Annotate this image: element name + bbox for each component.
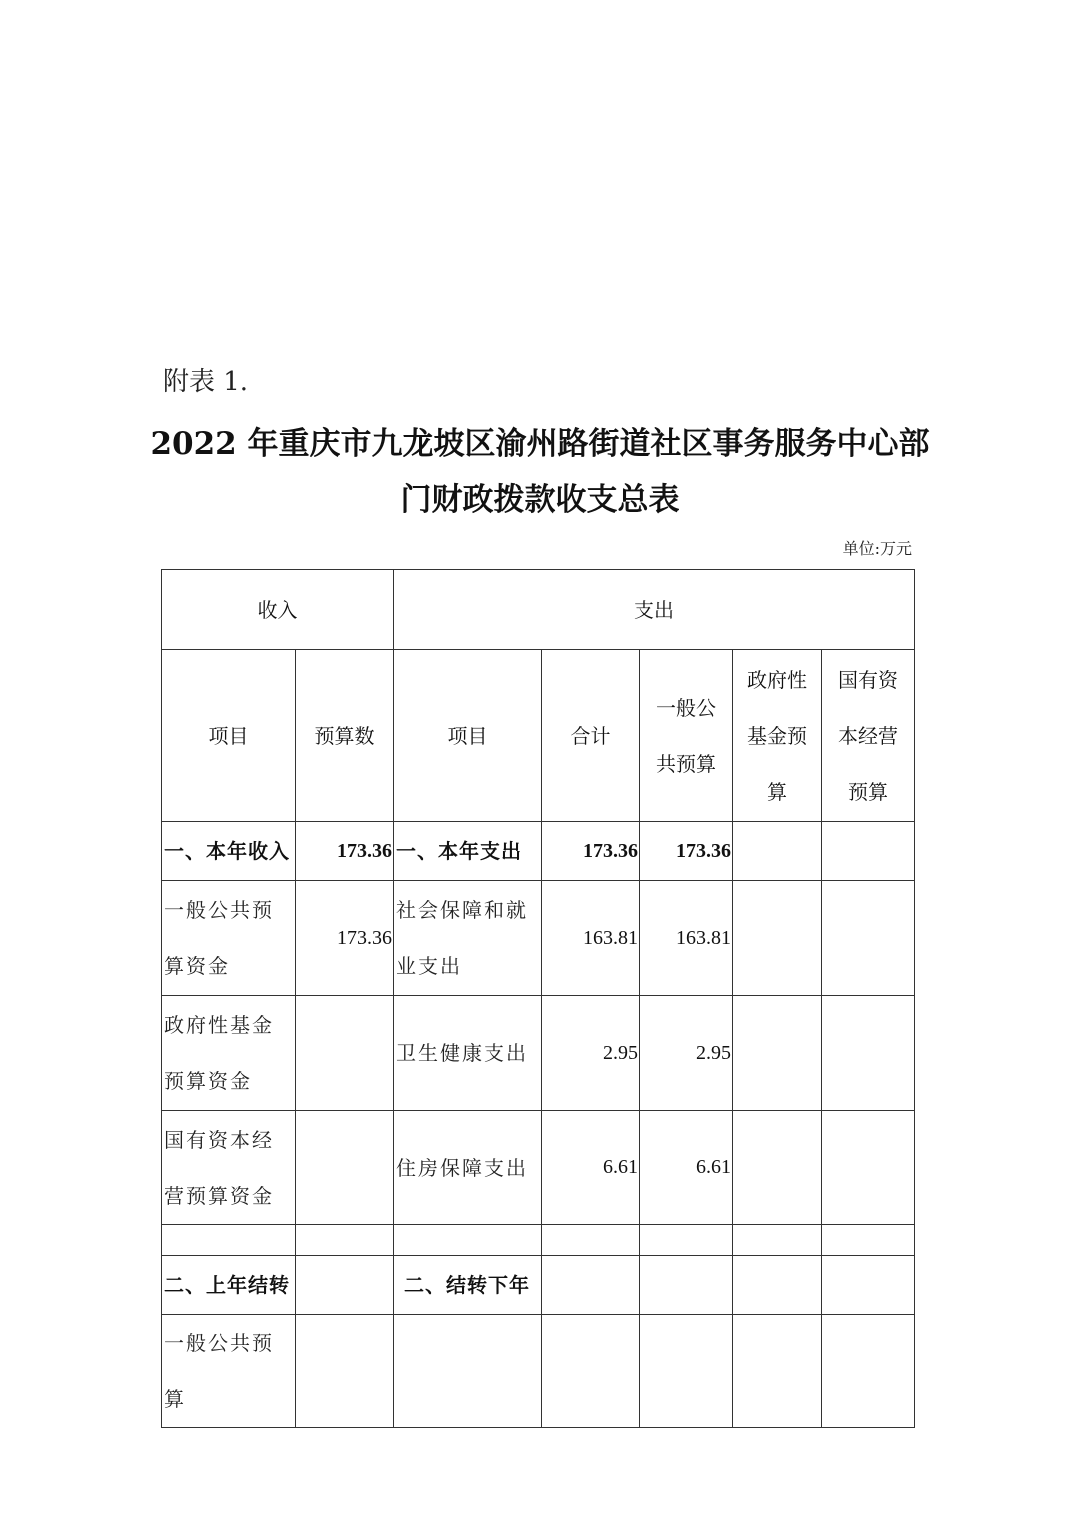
- expense-item: 一、本年支出: [394, 822, 542, 881]
- header-general-budget-line-2: 共预算: [656, 751, 716, 776]
- income-budget: 173.36: [296, 822, 394, 881]
- income-budget: [296, 1315, 394, 1428]
- expense-state-capital: [822, 881, 915, 996]
- expense-item: 社会保障和就业支出: [394, 881, 542, 996]
- expense-gov-fund: [733, 1315, 822, 1428]
- document-title-line-1: 2022 年重庆市九龙坡区渝州路街道社区事务服务中心部: [150, 426, 930, 462]
- income-item: 政府性基金预算资金: [162, 996, 296, 1111]
- expense-total: 163.81: [542, 881, 640, 996]
- expense-total: [542, 1256, 640, 1315]
- table-row: [162, 996, 915, 1111]
- expense-gov-fund: [733, 881, 822, 996]
- expense-item: 二、结转下年: [394, 1256, 542, 1315]
- unit-label: 单位:万元: [842, 539, 912, 558]
- income-item: 一、本年收入: [162, 822, 296, 881]
- header-expense-total: 合计: [542, 650, 640, 822]
- expense-total: [542, 1315, 640, 1428]
- expense-gov-fund: [733, 1225, 822, 1256]
- income-budget: [296, 996, 394, 1111]
- expense-gov-fund: [733, 1111, 822, 1225]
- expense-general: 6.61: [640, 1111, 733, 1225]
- expense-total: 6.61: [542, 1111, 640, 1225]
- table-row: [162, 1111, 915, 1225]
- income-group-header: 收入: [162, 570, 394, 650]
- header-state-capital-budget: [822, 650, 915, 822]
- header-state-capital-line-2: 本经营: [838, 723, 899, 748]
- header-gov-fund-budget: [733, 650, 822, 822]
- expense-gov-fund: [733, 1256, 822, 1315]
- expense-total: [542, 1225, 640, 1256]
- header-income-budget: 预算数: [296, 650, 394, 822]
- expense-group-header: 支出: [394, 570, 915, 650]
- expense-general: 163.81: [640, 881, 733, 996]
- table-row: [162, 881, 915, 996]
- expense-item: 住房保障支出: [394, 1111, 542, 1225]
- header-state-capital-line-3: 预算: [848, 779, 889, 804]
- expense-general: [640, 1315, 733, 1428]
- expense-gov-fund: [733, 996, 822, 1111]
- header-gov-fund-line-1: 政府性: [747, 667, 807, 692]
- expense-general: 173.36: [640, 822, 733, 881]
- header-state-capital-line-1: 国有资: [838, 667, 899, 692]
- income-item: [162, 1225, 296, 1256]
- expense-item: 卫生健康支出: [394, 996, 542, 1111]
- header-general-budget-line-1: 一般公: [656, 695, 716, 720]
- income-budget: [296, 1111, 394, 1225]
- header-gov-fund-line-2: 基金预: [747, 723, 807, 748]
- header-expense-item: 项目: [394, 650, 542, 822]
- expense-item: [394, 1315, 542, 1428]
- table-row: [162, 822, 915, 881]
- group-header-row: [162, 570, 915, 650]
- expense-total: 173.36: [542, 822, 640, 881]
- income-item: 一般公共预算: [162, 1315, 296, 1428]
- expense-general: [640, 1256, 733, 1315]
- expense-state-capital: [822, 1111, 915, 1225]
- income-budget: 173.36: [296, 881, 394, 996]
- expense-state-capital: [822, 996, 915, 1111]
- income-item: 一般公共预算资金: [162, 881, 296, 996]
- income-budget: [296, 1256, 394, 1315]
- expense-state-capital: [822, 1256, 915, 1315]
- expense-state-capital: [822, 822, 915, 881]
- income-item: 国有资本经营预算资金: [162, 1111, 296, 1225]
- appendix-label: 附表 1.: [163, 367, 249, 397]
- column-header-row: [162, 650, 915, 822]
- header-general-budget: [640, 650, 733, 822]
- expense-item: [394, 1225, 542, 1256]
- expense-state-capital: [822, 1225, 915, 1256]
- expense-general: 2.95: [640, 996, 733, 1111]
- table-row: [162, 1315, 915, 1428]
- document-title-line-2: 门财政拨款收支总表: [400, 482, 680, 518]
- budget-table: [161, 569, 915, 1428]
- table-row-empty: [162, 1225, 915, 1256]
- header-income-item: 项目: [162, 650, 296, 822]
- expense-general: [640, 1225, 733, 1256]
- income-budget: [296, 1225, 394, 1256]
- table-row: [162, 1256, 915, 1315]
- header-gov-fund-line-3: 算: [767, 779, 787, 804]
- expense-gov-fund: [733, 822, 822, 881]
- expense-total: 2.95: [542, 996, 640, 1111]
- expense-state-capital: [822, 1315, 915, 1428]
- income-item: 二、上年结转: [162, 1256, 296, 1315]
